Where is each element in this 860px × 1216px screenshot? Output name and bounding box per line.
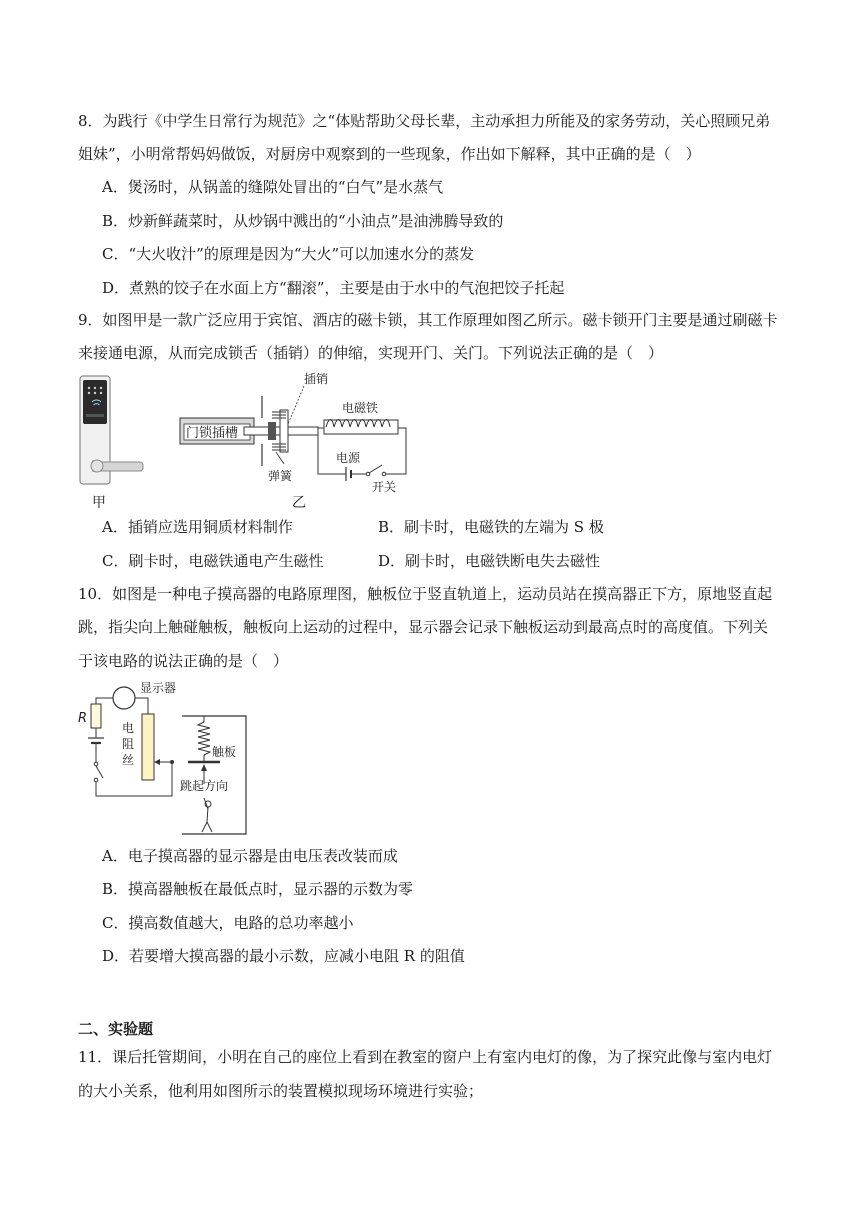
figure-label-jia: 甲 <box>92 495 106 511</box>
q9-option-c: C．刷卡时，电磁铁通电产生磁性 <box>102 552 324 570</box>
power-label: 电源 <box>336 451 361 465</box>
wire-label-3: 丝 <box>122 753 135 767</box>
electromagnet-lock-diagram <box>176 366 426 500</box>
pin-label: 插销 <box>304 372 329 386</box>
figure-label-yi: 乙 <box>292 495 306 511</box>
plate-label: 触板 <box>212 745 237 759</box>
q10-option-d: D．若要增大摸高器的最小示数，应减小电阻 R 的阻值 <box>102 947 465 965</box>
direction-label: 跳起方向 <box>180 779 229 793</box>
q10-stem-line3: 于该电路的说法正确的是（ ） <box>78 652 289 670</box>
q10-stem-line1: 10．如图是一种电子摸高器的电路原理图，触板位于竖直轨道上，运动员站在摸高器正下方，原地竖直起 <box>78 585 773 603</box>
q9-stem-line1: 9．如图甲是一款广泛应用于宾馆、酒店的磁卡锁，其工作原理如图乙所示。磁卡锁开门主要是通过刷磁卡 <box>78 311 778 329</box>
spring-label: 弹簧 <box>268 469 293 483</box>
q10-option-a: A．电子摸高器的显示器是由电压表改装而成 <box>102 847 398 865</box>
q10-option-c: C．摸高数值越大，电路的总功率越小 <box>102 914 354 932</box>
card-lock-figure <box>78 372 148 512</box>
q8-stem-line1: 8．为践行《中学生日常行为规范》之“体贴帮助父母长辈，主动承担力所能及的家务劳动，关心照顾兄弟 <box>78 112 771 130</box>
display-label: 显示器 <box>140 681 177 695</box>
q10-option-b: B．摸高器触板在最低点时，显示器的示数为零 <box>102 880 414 898</box>
q8-option-d: D．煮熟的饺子在水面上方“翻滚”，主要是由于水中的气泡把饺子托起 <box>102 279 565 297</box>
q8-option-c: C．“大火收汁”的原理是因为“大火”可以加速水分的蒸发 <box>102 245 475 263</box>
q9-option-d: D．刷卡时，电磁铁断电失去磁性 <box>378 552 601 570</box>
q10-stem-line2: 跳，指尖向上触碰触板，触板向上运动的过程中，显示器会记录下触板运动到最高点时的高度值。下列关 <box>78 618 769 636</box>
wire-label-1: 电 <box>122 721 135 735</box>
resistor-label: R <box>78 711 88 726</box>
q9-option-b: B．刷卡时，电磁铁的左端为 S 极 <box>378 518 604 536</box>
wire-label-2: 阻 <box>122 737 135 751</box>
q11-stem-line1: 11．课后托管期间，小明在自己的座位上看到在教室的窗户上有室内电灯的像，为了探究此像与室内电灯 <box>78 1048 773 1066</box>
q8-stem-line2: 姐妹”，小明常帮妈妈做饭，对厨房中观察到的一些现象，作出如下解释，其中正确的是（ ） <box>78 145 701 163</box>
electromagnet-label: 电磁铁 <box>342 401 379 415</box>
q9-option-a: A．插销应选用铜质材料制作 <box>102 518 293 536</box>
jump-tester-circuit <box>76 676 256 838</box>
slot-label: 门锁插槽 <box>186 426 239 441</box>
q9-stem-line2: 来接通电源，从而完成锁舌（插销）的伸缩，实现开门、关门。下列说法正确的是（ ） <box>78 344 664 362</box>
switch-label: 开关 <box>372 480 397 494</box>
q11-stem-line2: 的大小关系，他利用如图所示的装置模拟现场环境进行实验； <box>78 1082 484 1100</box>
q8-option-a: A．煲汤时，从锅盖的缝隙处冒出的“白气”是水蒸气 <box>102 178 444 196</box>
section-title-experiments: 二、实验题 <box>78 1020 154 1038</box>
q8-option-b: B．炒新鲜蔬菜时，从炒锅中溅出的“小油点”是油沸腾导致的 <box>102 212 504 230</box>
